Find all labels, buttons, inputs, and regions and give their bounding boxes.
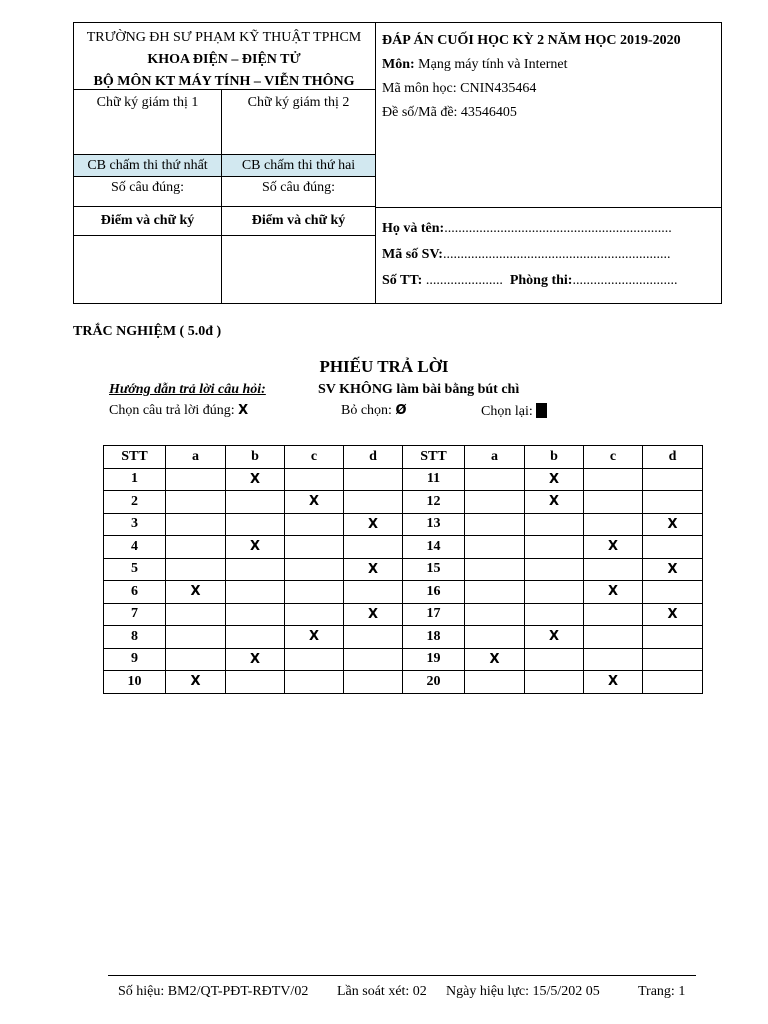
answer-cell[interactable] — [465, 603, 525, 626]
table-row — [104, 558, 703, 581]
order-label: Số TT: — [382, 273, 423, 288]
answer-cell[interactable] — [643, 536, 703, 559]
column-header-stt: STT — [104, 446, 166, 469]
table-row — [104, 491, 703, 514]
answer-cell[interactable] — [285, 513, 344, 536]
footer-divider — [108, 975, 696, 976]
grid-line — [221, 89, 222, 303]
student-name-label: Họ và tên: — [382, 221, 445, 236]
column-header-d: d — [344, 446, 403, 469]
answer-cell[interactable] — [465, 536, 525, 559]
guide-text: SV KHÔNG làm bài bằng bút chì — [318, 382, 520, 397]
proctor1-label: Chữ ký giám thị 1 — [96, 95, 199, 110]
reselect-label: Chọn lại: — [481, 404, 533, 419]
school-name: TRƯỜNG ĐH SƯ PHẠM KỸ THUẬT TPHCM — [86, 30, 362, 45]
question-number-cell: 8 — [104, 626, 166, 649]
score-sign1-label: Điểm và chữ ký — [100, 213, 195, 228]
subject-value: Mạng máy tính và Internet — [414, 57, 568, 72]
question-number-cell: 9 — [104, 648, 166, 671]
order-field[interactable]: ...................... — [422, 273, 503, 288]
answer-cell[interactable] — [166, 648, 226, 671]
answer-cell[interactable] — [525, 558, 584, 581]
grid-line — [74, 206, 375, 207]
answer-cell[interactable] — [643, 581, 703, 604]
question-number-cell: 11 — [403, 468, 465, 491]
answer-cell[interactable] — [344, 648, 403, 671]
answer-cell[interactable]: X — [166, 671, 226, 694]
school-block — [74, 27, 374, 93]
answer-cell[interactable] — [226, 603, 285, 626]
correct-count1-cell — [74, 180, 221, 196]
score-sign2-cell — [222, 213, 375, 229]
table-row — [104, 468, 703, 491]
question-number-cell: 19 — [403, 648, 465, 671]
answer-cell[interactable] — [344, 626, 403, 649]
order-room-line[interactable] — [382, 268, 677, 294]
question-number-cell: 4 — [104, 536, 166, 559]
answer-cell[interactable] — [166, 513, 226, 536]
answer-cell[interactable]: X — [643, 558, 703, 581]
answer-cell[interactable]: X — [344, 558, 403, 581]
answer-cell[interactable] — [166, 603, 226, 626]
answer-cell[interactable] — [643, 648, 703, 671]
student-id-field[interactable]: ................................................................. — [442, 247, 671, 262]
answer-cell[interactable] — [525, 513, 584, 536]
table-header-row — [104, 446, 703, 469]
table-row — [104, 581, 703, 604]
revision: Lần soát xét: 02 — [337, 984, 427, 999]
score-sign1-cell — [74, 213, 221, 229]
question-number-cell: 5 — [104, 558, 166, 581]
choose-label: Chọn câu trả lời đúng: — [109, 403, 235, 418]
column-header-stt: STT — [403, 446, 465, 469]
answer-cell[interactable]: X — [166, 581, 226, 604]
answer-cell[interactable] — [226, 581, 285, 604]
answer-cell[interactable] — [525, 648, 584, 671]
question-number-cell: 7 — [104, 603, 166, 626]
answer-cell[interactable] — [285, 581, 344, 604]
answer-cell[interactable] — [525, 581, 584, 604]
grid-line — [74, 176, 375, 177]
answer-cell[interactable]: X — [285, 491, 344, 514]
deselect-label: Bỏ chọn: — [341, 403, 392, 418]
course-code: Mã môn học: CNIN435464 — [382, 81, 537, 96]
answer-cell[interactable]: X — [525, 491, 584, 514]
table-row — [104, 626, 703, 649]
exam-title: ĐÁP ÁN CUỐI HỌC KỲ 2 NĂM HỌC 2019-2020 — [382, 33, 681, 48]
answer-cell[interactable] — [285, 603, 344, 626]
answer-cell[interactable] — [525, 603, 584, 626]
answer-cell[interactable]: X — [226, 536, 285, 559]
question-number-cell: 2 — [104, 491, 166, 514]
filled-box-icon — [536, 403, 547, 418]
answer-cell[interactable] — [643, 491, 703, 514]
choose-instruction — [109, 403, 248, 419]
subject-line — [382, 53, 681, 77]
room-label: Phòng thi: — [509, 273, 573, 288]
answer-cell[interactable]: X — [525, 468, 584, 491]
table-row — [104, 513, 703, 536]
department-name: BỘ MÔN KT MÁY TÍNH – VIỄN THÔNG — [93, 74, 355, 89]
answer-cell[interactable] — [344, 671, 403, 694]
answer-cell[interactable] — [166, 558, 226, 581]
answer-cell[interactable] — [584, 558, 643, 581]
answer-cell[interactable]: X — [584, 581, 643, 604]
effective-date: Ngày hiệu lực: 15/5/202 05 — [446, 984, 600, 999]
proctor1-signature-cell — [74, 95, 221, 111]
answer-sheet-title: PHIẾU TRẢ LỜI — [319, 357, 449, 376]
answer-cell[interactable]: X — [344, 603, 403, 626]
answer-cell[interactable] — [584, 491, 643, 514]
room-field[interactable]: .............................. — [572, 273, 678, 288]
correct-count2-label: Số câu đúng: — [261, 180, 336, 195]
answer-cell[interactable] — [166, 468, 226, 491]
deselect-mark: Ø — [395, 403, 407, 418]
column-header-c: c — [584, 446, 643, 469]
answer-cell[interactable] — [166, 626, 226, 649]
answer-cell[interactable] — [465, 468, 525, 491]
answer-cell[interactable]: X — [525, 626, 584, 649]
answer-cell[interactable] — [465, 491, 525, 514]
question-number-cell: 1 — [104, 468, 166, 491]
answer-cell[interactable] — [285, 468, 344, 491]
answer-cell[interactable] — [285, 671, 344, 694]
answer-table — [103, 445, 703, 694]
answer-cell[interactable] — [226, 626, 285, 649]
table-row — [104, 671, 703, 694]
faculty-name: KHOA ĐIỆN – ĐIỆN TỬ — [147, 52, 301, 67]
proctor2-label: Chữ ký giám thị 2 — [247, 95, 350, 110]
grader2-cell — [222, 155, 375, 176]
page-number: Trang: 1 — [638, 984, 686, 999]
table-row — [104, 603, 703, 626]
answer-cell[interactable] — [584, 468, 643, 491]
question-number-cell: 18 — [403, 626, 465, 649]
question-number-cell: 12 — [403, 491, 465, 514]
answer-cell[interactable] — [465, 558, 525, 581]
question-number-cell: 17 — [403, 603, 465, 626]
section-title: TRẮC NGHIỆM ( 5.0đ ) — [73, 324, 222, 339]
answer-cell[interactable]: X — [285, 626, 344, 649]
grader2-label: CB chấm thi thứ hai — [241, 158, 356, 173]
column-header-c: c — [285, 446, 344, 469]
answer-cell[interactable] — [584, 513, 643, 536]
grid-line — [375, 207, 722, 208]
score-sign2-label: Điểm và chữ ký — [251, 213, 346, 228]
column-header-b: b — [226, 446, 285, 469]
student-info-block — [382, 216, 677, 294]
answer-cell[interactable] — [344, 491, 403, 514]
answer-cell[interactable]: X — [344, 513, 403, 536]
answer-cell[interactable] — [344, 536, 403, 559]
column-header-a: a — [166, 446, 226, 469]
answer-cell[interactable] — [525, 536, 584, 559]
proctor2-signature-cell — [222, 95, 375, 111]
answer-cell[interactable]: X — [226, 648, 285, 671]
question-number-cell: 3 — [104, 513, 166, 536]
question-number-cell: 15 — [403, 558, 465, 581]
answer-cell[interactable] — [226, 558, 285, 581]
answer-cell[interactable]: X — [226, 468, 285, 491]
answer-cell[interactable] — [465, 581, 525, 604]
answer-cell[interactable] — [584, 603, 643, 626]
table-body — [104, 468, 703, 693]
question-number-cell: 16 — [403, 581, 465, 604]
header-divider — [375, 23, 376, 303]
exam-code: Đề số/Mã đề: 43546405 — [382, 105, 517, 120]
answer-cell[interactable] — [285, 648, 344, 671]
column-header-a: a — [465, 446, 525, 469]
question-number-cell: 6 — [104, 581, 166, 604]
grid-line — [74, 235, 375, 236]
student-name-field[interactable]: ................................................................. — [444, 221, 672, 236]
column-header-b: b — [525, 446, 584, 469]
guide-label: Hướng dẫn trả lời câu hỏi: — [109, 382, 266, 397]
answer-cell[interactable]: X — [465, 648, 525, 671]
table-row — [104, 536, 703, 559]
reselect-instruction — [481, 403, 547, 420]
answer-cell[interactable] — [643, 626, 703, 649]
question-number-cell: 10 — [104, 671, 166, 694]
answer-cell[interactable] — [465, 671, 525, 694]
answer-cell[interactable] — [166, 491, 226, 514]
question-number-cell: 20 — [403, 671, 465, 694]
choose-mark: X — [238, 403, 249, 418]
answer-cell[interactable] — [344, 581, 403, 604]
student-id-label: Mã số SV: — [382, 247, 443, 262]
answer-cell[interactable] — [465, 513, 525, 536]
answer-cell[interactable] — [226, 491, 285, 514]
doc-code: Số hiệu: BM2/QT-PĐT-RĐTV/02 — [118, 984, 309, 999]
answer-cell[interactable] — [344, 468, 403, 491]
subject-label: Môn: — [382, 57, 415, 72]
correct-count1-label: Số câu đúng: — [110, 180, 185, 195]
answer-cell[interactable] — [584, 626, 643, 649]
column-header-d: d — [643, 446, 703, 469]
answer-cell[interactable] — [285, 536, 344, 559]
answer-cell[interactable]: X — [643, 513, 703, 536]
grader1-label: CB chấm thi thứ nhất — [87, 158, 208, 173]
question-number-cell: 14 — [403, 536, 465, 559]
answer-cell[interactable] — [643, 671, 703, 694]
answer-cell[interactable] — [525, 671, 584, 694]
exam-info-block — [382, 29, 681, 125]
student-id-line[interactable] — [382, 242, 677, 268]
answer-cell[interactable] — [643, 468, 703, 491]
grader1-cell — [74, 155, 221, 176]
answer-cell[interactable] — [465, 626, 525, 649]
answer-cell[interactable]: X — [584, 671, 643, 694]
answer-cell[interactable] — [226, 513, 285, 536]
exam-header-box — [73, 22, 722, 304]
question-number-cell: 13 — [403, 513, 465, 536]
answer-cell[interactable] — [285, 558, 344, 581]
table-row — [104, 648, 703, 671]
deselect-instruction — [341, 403, 407, 419]
student-name-line[interactable] — [382, 216, 677, 242]
answer-cell[interactable] — [226, 671, 285, 694]
answer-cell[interactable] — [166, 536, 226, 559]
answer-cell[interactable]: X — [643, 603, 703, 626]
answer-cell[interactable]: X — [584, 536, 643, 559]
correct-count2-cell — [222, 180, 375, 196]
answer-cell[interactable] — [584, 648, 643, 671]
grid-line — [74, 89, 375, 90]
